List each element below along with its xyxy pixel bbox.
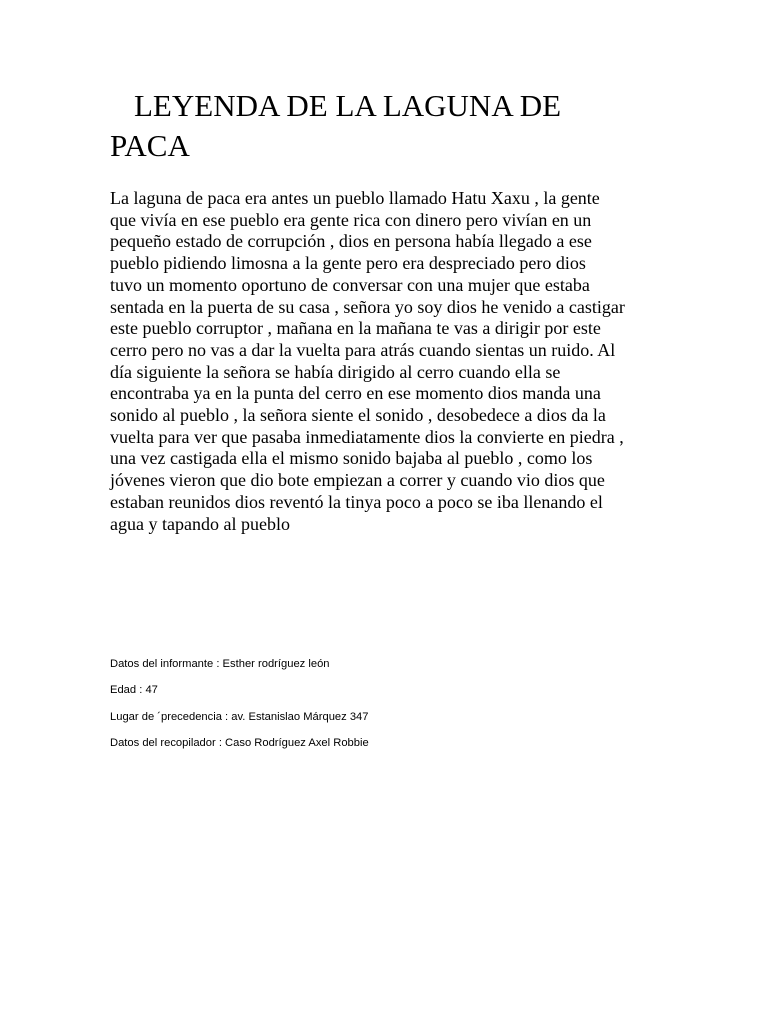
story-line: cerro pero no vas a dar la vuelta para atrás cuando sientas un ruido. Al (110, 339, 616, 360)
story-line: vuelta para ver que pasaba inmediatamente dios la convierte en piedra , (110, 426, 624, 447)
legend-story-paragraph (110, 188, 670, 535)
title-line: LEYENDA DE LA LAGUNA DE (134, 88, 562, 123)
story-line: pueblo pidiendo limosna a la gente pero era despreciado pero dios (110, 253, 586, 274)
story-line: que vivía en ese pueblo era gente rica con dinero pero vivían en un (110, 209, 592, 230)
story-line: agua y tapando al pueblo (110, 513, 290, 534)
story-line: encontraba ya en la punta del cerro en ese momento dios manda una (110, 383, 601, 404)
story-line: La laguna de paca era antes un pueblo llamado Hatu Xaxu , la gente (110, 188, 600, 208)
title-line: PACA (110, 128, 190, 163)
story-line: estaban reunidos dios reventó la tinya poco a poco se iba llenando el (110, 491, 603, 512)
informant-data: Datos del informante : Esther rodríguez león (110, 658, 330, 670)
story-line: jóvenes vieron que dio bote empiezan a correr y cuando vio dios que (110, 470, 605, 491)
legend-title (110, 86, 670, 166)
story-line: día siguiente la señora se había dirigido al cerro cuando ella se (110, 361, 561, 382)
story-line: una vez castigada ella el mismo sonido bajaba al pueblo , como los (110, 448, 593, 469)
compiler-data: Datos del recopilador : Caso Rodríguez Axel Robbie (110, 736, 369, 749)
place-of-origin: Lugar de ´precedencia : av. Estanislao Márquez 347 (110, 710, 369, 723)
informant-age: Edad : 47 (110, 684, 158, 697)
story-line: sonido al pueblo , la señora siente el sonido , desobedece a dios da la (110, 405, 606, 426)
informant-metadata (110, 655, 670, 760)
story-line: este pueblo corruptor , mañana en la mañana te vas a dirigir por este (110, 318, 601, 339)
story-line: pequeño estado de corrupción , dios en persona había llegado a ese (110, 231, 592, 252)
story-line: sentada en la puerta de su casa , señora yo soy dios he venido a castigar (110, 296, 625, 317)
story-line: tuvo un momento oportuno de conversar con una mujer que estaba (110, 274, 590, 295)
